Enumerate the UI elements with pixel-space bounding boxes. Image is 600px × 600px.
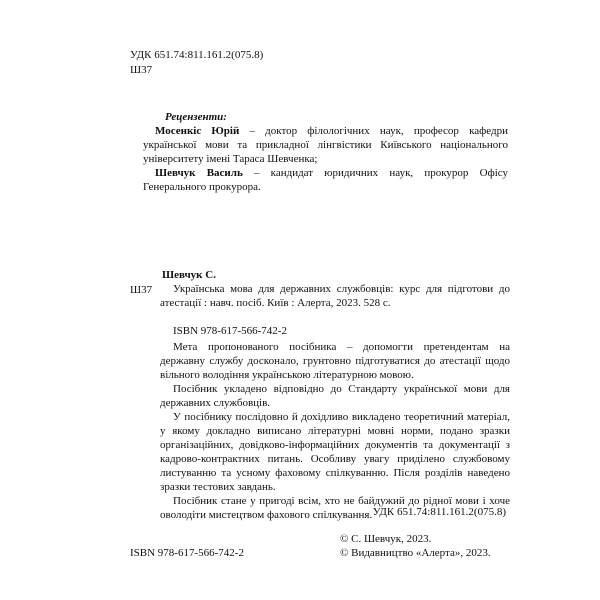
udk-header <box>130 48 263 78</box>
reviewer-entry <box>143 166 508 194</box>
reviewer-name: Мосенкіс Юрій <box>155 125 240 137</box>
shifr-code: Ш37 <box>130 64 153 76</box>
annotation-paragraph: Посібник стане у пригоді всім, хто не байдужий до рідної мови і хоче оволодіти мистецтвом фахового спілкування. <box>160 495 510 521</box>
catalog-isbn: ISBN 978-617-566-742-2 <box>173 325 287 337</box>
copyright-publisher: © Видавництво «Алерта», 2023. <box>340 547 491 559</box>
udk-footer: УДК 651.74:811.161.2(075.8) <box>372 506 506 518</box>
reviewer-entry <box>143 124 508 166</box>
annotation <box>160 340 510 522</box>
reviewer-description: – доктор філологічних наук, професор кафедри української мови та прикладної лінгвістики Київського національного університету імені Тараса Шевченка; <box>143 125 508 165</box>
isbn-footer: ISBN 978-617-566-742-2 <box>130 547 244 559</box>
reviewers-heading: Рецензенти: <box>165 111 227 123</box>
copyright-author: © С. Шевчук, 2023. <box>340 533 432 545</box>
annotation-paragraph: Посібник укладено відповідно до Стандарту української мови для державних службовців. <box>160 383 510 409</box>
catalog-card-code: Ш37 <box>130 284 153 296</box>
catalog-card <box>160 268 510 338</box>
catalog-author: Шевчук С. <box>162 269 216 281</box>
catalog-description: Українська мова для державних службовців: курс для підготови до атестації : навч. посіб. Київ : Алерта, 2023. 528 с. <box>160 283 510 309</box>
annotation-paragraph: Мета пропонованого посібника – допомогти претендентам на державну службу досконало, грунтовно підготуватися до атестації щодо вільного володіння українською літературною мовою. <box>160 341 510 381</box>
udk-code: УДК 651.74:811.161.2(075.8) <box>130 49 264 61</box>
annotation-paragraph: У посібнику послідовно й дохідливо викладено теоретичний матеріал, у якому докладно виписано літературні мовні норми, подано зразки організаційних, довідково-інформаційних документів та документації з кадрово-контрактних питань. Особливу увагу приділено службовому листуванню та усному фаховому спілкуванню. Після розділів наведено зразки тестових завдань. <box>160 411 510 493</box>
reviewers-block <box>143 110 508 194</box>
reviewer-description: – кандидат юридичних наук, прокурор Офісу Генерального прокурора. <box>143 167 508 193</box>
copyright-block <box>340 532 491 560</box>
reviewer-name: Шевчук Василь <box>155 167 243 179</box>
